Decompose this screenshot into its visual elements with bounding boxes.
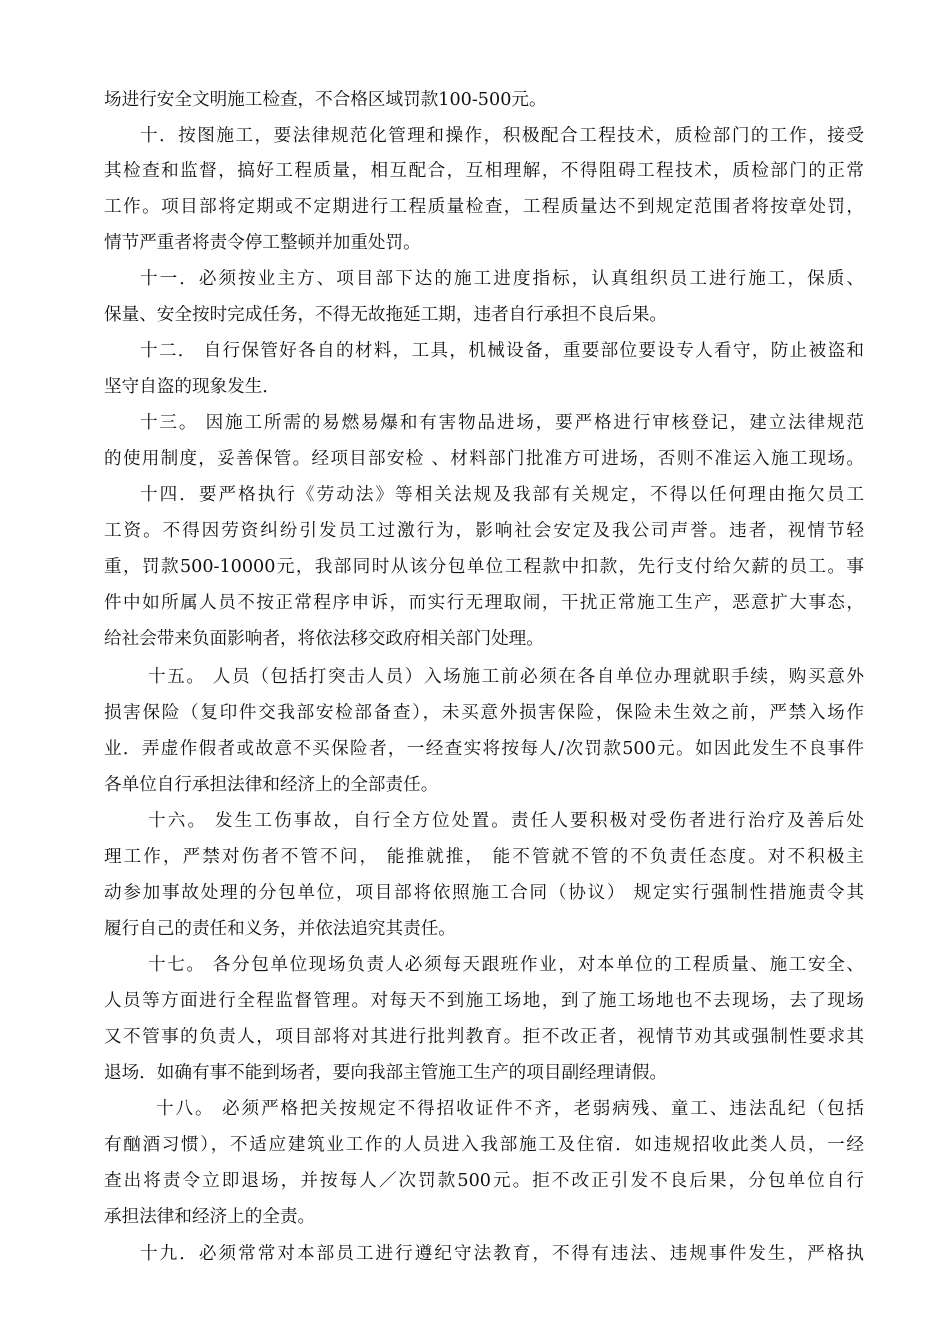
text-line: 情节严重者将责令停工整顿并加重处罚。: [104, 233, 421, 253]
text-line: 其检查和监督，搞好工程质量，相互配合，互相理解，不得阻碍工程技术，质检部门的正常: [104, 161, 864, 181]
text-line: 工资。不得因劳资纠纷引发员工过激行为，影响社会安定及我公司声誉。违者，视情节轻: [104, 521, 864, 541]
text-line: 查出将责令立即退场，并按每人／次罚款500元。拒不改正引发不良后果，分包单位自行: [104, 1171, 864, 1191]
text-line: 业．弄虚作假者或故意不买保险者，一经查实将按每人/次罚款500元。如因此发生不良事件: [104, 739, 864, 759]
text-line: 十三。 因施工所需的易燃易爆和有害物品进场，要严格进行审核登记，建立法律规范: [140, 413, 864, 433]
text-line: 退场．如确有事不能到场者，要向我部主管施工生产的项目副经理请假。: [104, 1063, 668, 1083]
text-line: 动参加事故处理的分包单位，项目部将依照施工合同（协议） 规定实行强制性措施责令其: [104, 883, 864, 903]
text-line: 履行自己的责任和义务，并依法追究其责任。: [104, 919, 456, 939]
text-line: 重，罚款500-10000元，我部同时从该分包单位工程款中扣款，先行支付给欠薪的员工。事: [104, 557, 864, 577]
text-line: 给社会带来负面影响者，将依法移交政府相关部门处理。: [104, 629, 544, 649]
text-line: 十八。 必须严格把关按规定不得招收证件不齐，老弱病残、童工、违法乱纪（包括: [156, 1099, 864, 1119]
text-line: 十二． 自行保管好各自的材料，工具，机械设备，重要部位要设专人看守，防止被盗和: [140, 341, 864, 361]
text-line: 坚守自盗的现象发生．: [104, 377, 280, 397]
text-line: 十一．必须按业主方、项目部下达的施工进度指标，认真组织员工进行施工，保质、: [140, 269, 864, 289]
text-line: 的使用制度，妥善保管。经项目部安检 、材料部门批准方可进场，否则不准运入施工现场。: [104, 449, 864, 469]
text-line: 场进行安全文明施工检查，不合格区域罚款100-500元。: [104, 90, 547, 110]
text-line: 理工作，严禁对伤者不管不问， 能推就推， 能不管就不管的不负责任态度。对不积极主: [104, 847, 864, 867]
text-line: 十四．要严格执行《劳动法》等相关法规及我部有关规定，不得以任何理由拖欠员工: [140, 485, 864, 505]
text-line: 十五。 人员（包括打突击人员）入场施工前必须在各自单位办理就职手续，购买意外: [148, 667, 864, 687]
text-line: 又不管事的负责人，项目部将对其进行批判教育。拒不改正者，视情节劝其或强制性要求其: [104, 1027, 864, 1047]
text-line: 承担法律和经济上的全责。: [104, 1207, 316, 1227]
text-line: 件中如所属人员不按正常程序申诉，而实行无理取闹，干扰正常施工生产，恶意扩大事态，: [104, 593, 864, 613]
text-line: 保量、安全按时完成任务，不得无故拖延工期，违者自行承担不良后果。: [104, 305, 668, 325]
text-line: 人员等方面进行全程监督管理。对每天不到施工场地，到了施工场地也不去现场，去了现场: [104, 991, 864, 1011]
text-line: 十九．必须常常对本部员工进行遵纪守法教育，不得有违法、违规事件发生，严格执: [140, 1244, 864, 1264]
text-line: 十七。 各分包单位现场负责人必须每天跟班作业，对本单位的工程质量、施工安全、: [148, 955, 864, 975]
text-line: 十六。 发生工伤事故，自行全方位处置。责任人要积极对受伤者进行治疗及善后处: [148, 811, 864, 831]
text-line: 损害保险（复印件交我部安检部备查），未买意外损害保险，保险未生效之前，严禁入场作: [104, 703, 864, 723]
text-line: 有酗酒习惯），不适应建筑业工作的人员进入我部施工及住宿．如违规招收此类人员，一经: [104, 1135, 864, 1155]
text-line: 各单位自行承担法律和经济上的全部责任。: [104, 775, 439, 795]
text-line: 十．按图施工，要法律规范化管理和操作，积极配合工程技术，质检部门的工作，接受: [140, 126, 864, 146]
text-line: 工作。项目部将定期或不定期进行工程质量检查，工程质量达不到规定范围者将按章处罚，: [104, 197, 864, 217]
